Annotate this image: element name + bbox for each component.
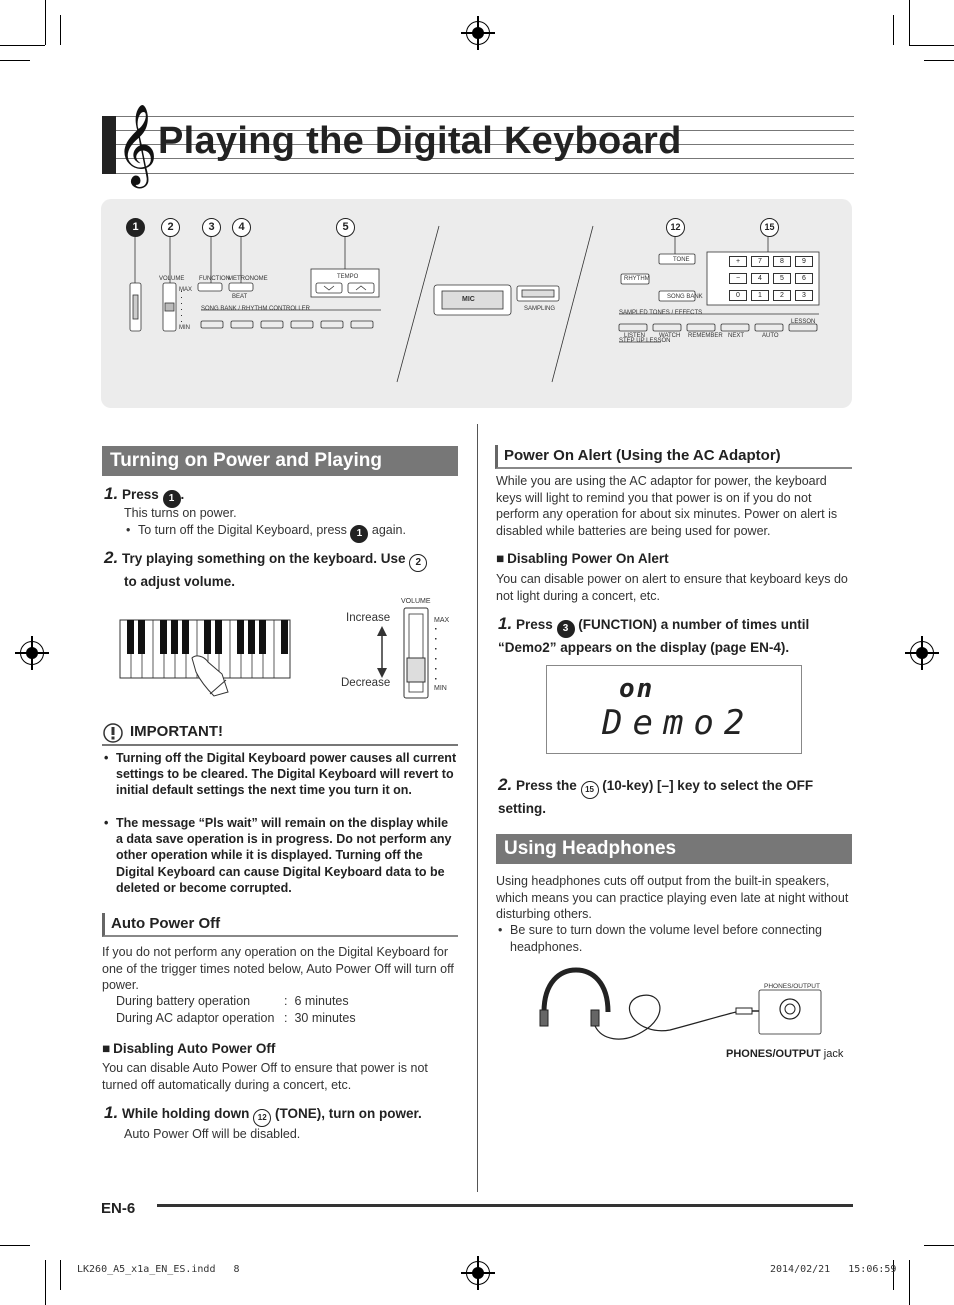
auto-label: AUTO	[762, 333, 779, 339]
step-text: Press	[515, 617, 553, 632]
crop-mark	[924, 1245, 954, 1246]
mic-label: MIC	[462, 296, 475, 303]
ten-key: +	[729, 256, 747, 267]
registration-mark-icon	[910, 641, 934, 665]
lesson-label: LESSON	[791, 319, 816, 325]
crop-mark	[60, 1260, 61, 1290]
song-bank-button-label: SONG BANK	[667, 294, 703, 300]
step-number: 1.	[104, 484, 119, 503]
step-text: (FUNCTION) a number of times until “Demo2” appears on the display (page EN-4).	[498, 617, 810, 655]
rhythm-label: RHYTHM	[624, 276, 650, 282]
remember-label: REMEMBER	[688, 333, 723, 339]
registration-mark-icon	[466, 1261, 490, 1285]
min-label: MIN	[434, 685, 447, 692]
disable-auto-result: Auto Power Off will be disabled.	[124, 1127, 301, 1141]
disable-auto-heading: ■ Disabling Auto Power Off	[102, 1041, 275, 1056]
next-label: NEXT	[728, 333, 745, 339]
step-number: 1.	[104, 1103, 119, 1122]
important-header	[102, 722, 458, 746]
ten-key: 2	[773, 290, 791, 301]
ten-key: 9	[795, 256, 813, 267]
section-heading-power: Turning on Power and Playing	[102, 446, 458, 476]
callout-1: 1	[126, 218, 145, 237]
headphones-bullet: • Be sure to turn down the volume level before connecting headphones.	[496, 922, 850, 955]
keyboard-keys-icon	[120, 620, 290, 696]
sampled-tones-label: SAMPLED TONES / EFFECTS	[619, 310, 703, 316]
crop-mark	[0, 60, 30, 61]
page-title: Playing the Digital Keyboard	[158, 120, 682, 162]
listen-label: LISTEN	[624, 333, 646, 339]
increase-label: Increase	[346, 612, 391, 624]
row-label: During battery operation	[116, 994, 251, 1008]
section-heading-headphones: Using Headphones	[496, 834, 852, 864]
crop-mark	[45, 0, 46, 45]
step-text: (10-key) [–] key to select the OFF setting.	[498, 778, 814, 816]
crop-mark	[0, 1245, 30, 1246]
metronome-label: METRONOME	[228, 276, 268, 282]
callout-15: 15	[760, 218, 779, 237]
step-text: Try playing something on the keyboard. Use	[121, 551, 406, 566]
panel-line-art	[101, 199, 852, 408]
power-on-alert-text: While you are using the AC adaptor for power, the keyboard keys will light to remind you that power is on if you do not perform any operation for about six minutes. Power on alert is disabled while batteries are being used for power.	[496, 474, 838, 538]
disable-alert-heading: ■ Disabling Power On Alert	[496, 551, 669, 566]
ten-key: 3	[795, 290, 813, 301]
auto-row-ac	[116, 1010, 356, 1027]
step-1-text: This turns on power.	[124, 506, 237, 520]
important-bullet: • The message “Pls wait” will remain on the display while a data save operation is in progress. Do not perform any other operation while it is displayed. Turning off the Digital Keyboard can cause Digital Keyboard data to be deleted or become corrupted.	[102, 815, 452, 896]
min-label: MIN	[179, 325, 190, 331]
ten-key: 5	[773, 273, 791, 284]
song-bank-controller-label: SONG BANK / RHYTHM CONTROLLER	[201, 306, 311, 312]
step-number: 2.	[104, 548, 119, 567]
alert-step-2	[498, 775, 852, 819]
row-value: 6 minutes	[294, 994, 349, 1008]
step-text: (TONE), turn on power.	[274, 1106, 422, 1121]
auto-power-off-text: If you do not perform any operation on the Digital Keyboard for one of the trigger times noted below, Auto Power Off will turn off power.	[102, 945, 454, 992]
crop-mark	[909, 1260, 910, 1305]
callout-2-icon: 2	[409, 554, 427, 572]
step-1-bullet	[124, 522, 464, 543]
ten-key: −	[729, 273, 747, 284]
volume-slider-icon	[404, 608, 437, 698]
step-up-lesson-label: STEP UP LESSON	[619, 338, 671, 344]
ten-key: 6	[795, 273, 813, 284]
phones-output-jack-icon	[759, 990, 821, 1034]
function-label: FUNCTION	[199, 276, 230, 282]
page-number: EN-6	[101, 1200, 136, 1217]
alert-step-1	[498, 614, 852, 658]
callout-3-icon: 3	[557, 620, 575, 638]
step-number: 2.	[498, 775, 513, 794]
row-sep: :	[284, 1011, 288, 1025]
treble-clef-icon: 𝄞	[116, 103, 158, 185]
beat-label: BEAT	[232, 294, 248, 300]
ten-key: 1	[751, 290, 769, 301]
volume-arrow-icon	[377, 626, 387, 678]
max-label: MAX	[434, 617, 450, 624]
headphones-icon	[540, 970, 608, 1026]
keyboard-panel-diagram	[101, 199, 852, 408]
callout-4: 4	[232, 218, 251, 237]
volume-label: VOLUME	[401, 598, 431, 605]
column-divider	[477, 424, 478, 1192]
power-on-alert-heading: Power On Alert (Using the AC Adaptor)	[495, 445, 852, 469]
headphones-text: Using headphones cuts off output from the built-in speakers, which means you can practice playing even late at night without disturbing others.	[496, 874, 849, 921]
crop-mark	[909, 0, 910, 45]
step-text: to adjust volume.	[124, 574, 236, 589]
file-info: LK260_A5_x1a_EN_ES.indd 8	[77, 1264, 240, 1275]
crop-mark	[909, 45, 954, 46]
callout-3: 3	[202, 218, 221, 237]
warning-icon	[102, 722, 124, 744]
callout-1-icon: 1	[163, 490, 181, 508]
ten-key: 7	[751, 256, 769, 267]
disable-auto-text: You can disable Auto Power Off to ensure that power is not turned off automatically during a concert, etc.	[102, 1061, 428, 1092]
row-value: 30 minutes	[294, 1011, 356, 1025]
crop-mark	[924, 60, 954, 61]
crop-mark	[893, 15, 894, 45]
crop-mark	[60, 15, 61, 45]
ten-key: 4	[751, 273, 769, 284]
callout-5: 5	[336, 218, 355, 237]
lcd-display	[546, 665, 802, 754]
ten-key-pad	[729, 256, 813, 301]
registration-mark-icon	[466, 21, 490, 45]
row-label: During AC adaptor operation	[116, 1011, 275, 1025]
volume-illustration	[118, 596, 458, 704]
callout-12-icon: 12	[253, 1109, 271, 1127]
caption-rest: jack	[820, 1048, 844, 1060]
ten-key: 8	[773, 256, 791, 267]
crop-mark	[45, 1260, 46, 1305]
volume-label: VOLUME	[159, 276, 185, 282]
phones-output-panel-label: PHONES/OUTPUT	[764, 983, 820, 990]
max-label: MAX	[179, 287, 193, 293]
registration-mark-icon	[20, 641, 44, 665]
decrease-label: Decrease	[341, 677, 391, 689]
step-text: Press	[121, 487, 159, 502]
step-text: While holding down	[121, 1106, 250, 1121]
bullet-text: again.	[371, 523, 406, 537]
important-title: IMPORTANT!	[130, 723, 224, 740]
crop-mark	[0, 45, 45, 46]
phones-output-caption	[726, 1046, 843, 1063]
disable-alert-text: You can disable power on alert to ensure that keyboard keys do not light during a concert, etc.	[496, 572, 848, 603]
footer-rule	[157, 1204, 853, 1207]
tone-label: TONE	[673, 257, 690, 263]
callout-12: 12	[666, 218, 685, 237]
auto-row-battery	[116, 993, 349, 1010]
tempo-label: TEMPO	[337, 274, 359, 280]
auto-power-off-heading: Auto Power Off	[102, 913, 458, 937]
step-text-end: .	[180, 487, 185, 502]
sampling-label: SAMPLING	[524, 306, 556, 312]
headphones-illustration	[530, 960, 850, 1050]
callout-2: 2	[161, 218, 180, 237]
lcd-top-text: on	[619, 674, 655, 704]
lcd-main-text: Demo2	[602, 703, 755, 743]
step-2	[104, 548, 464, 592]
watch-label: WATCH	[659, 333, 681, 339]
disable-auto-step	[104, 1103, 464, 1127]
print-date: 2014/02/21 15:06:59	[770, 1264, 897, 1275]
step-number: 1.	[498, 614, 513, 633]
caption-bold: PHONES/OUTPUT	[726, 1048, 821, 1060]
callout-15-icon: 15	[581, 781, 599, 799]
important-bullet: • Turning off the Digital Keyboard power causes all current settings to be cleared. The Digital Keyboard will revert to initial default settings the next time you turn it on.	[102, 750, 460, 799]
callout-1-icon: 1	[350, 525, 368, 543]
ten-key: 0	[729, 290, 747, 301]
bullet-text: To turn off the Digital Keyboard, press	[138, 523, 347, 537]
row-sep: :	[284, 994, 288, 1008]
step-text: Press the	[515, 778, 577, 793]
